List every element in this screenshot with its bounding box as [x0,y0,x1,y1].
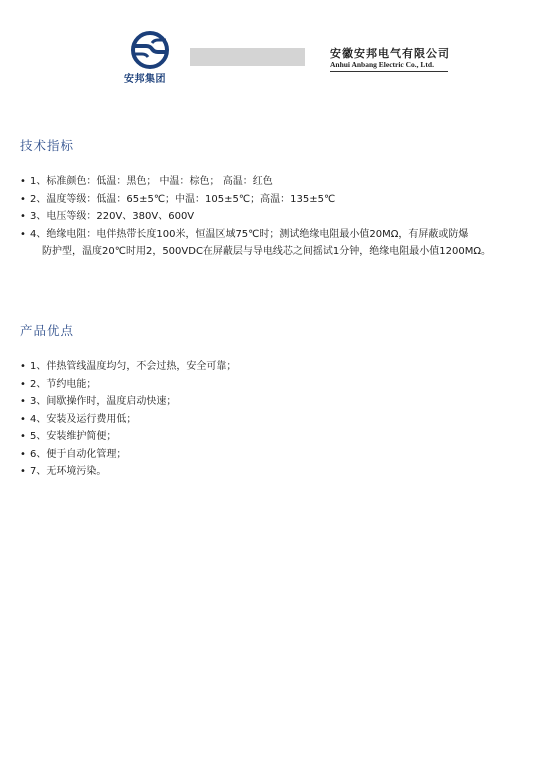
list-item-text: 7、无环境污染。 [30,466,107,477]
list-item-text: 4、绝缘电阻：电伴热带长度100米，恒温区域75℃时；测试绝缘电阻最小值20MΩ，有屏蔽或防爆 [30,228,469,240]
bullet: • [20,466,26,477]
list-item [20,411,525,429]
header-gray-bar [190,48,305,66]
logo-text: 安邦集团 [124,74,166,85]
company-name-underline [330,71,448,72]
list-item [20,226,525,261]
list-item [20,173,525,191]
list-item [20,463,525,481]
list-item [20,376,525,394]
list-item [20,208,525,226]
bullet: • [20,448,26,460]
list-item-text: 5、安装维护简便； [30,431,117,442]
bullet: • [20,176,26,187]
list-item-continuation: 防护型，温度20℃时用2，500VDC在屏蔽层与导电线芯之间摇试1分钟，绝缘电阻最小值1200MΩ。 [42,246,492,257]
page-header [0,0,539,95]
list-item-text: 6、便于自动化管理； [30,448,127,460]
bullet: • [20,431,26,442]
company-name-en: Anhui Anbang Electric Co., Ltd. [330,60,434,69]
bullet: • [20,413,26,425]
list-item-text: 3、电压等级：220V、380V、600V [30,211,195,222]
list-item [20,358,525,376]
list-item-text: 1、伴热管线温度均匀，不会过热，安全可靠； [30,361,237,372]
bullet: • [20,396,26,407]
list-item [20,446,525,464]
bullet: • [20,378,26,390]
list-item-text: 2、节约电能； [30,378,97,390]
list-item [20,428,525,446]
list-item [20,191,525,209]
bullet: • [20,193,26,205]
specs-list [20,173,525,261]
bullet: • [20,228,26,240]
list-item-text: 1、标准颜色：低温：黑色； 中温：棕色； 高温：红色 [30,176,273,187]
section-title-advantages: 产品优点 [20,323,75,338]
list-item-text: 4、安装及运行费用低； [30,413,137,425]
section-title-specs: 技术指标 [20,138,75,153]
company-name-cn: 安徽安邦电气有限公司 [330,47,450,60]
list-item-text: 3、间歇操作时，温度启动快速； [30,396,177,407]
advantages-list [20,358,525,481]
bullet: • [20,361,26,372]
bullet: • [20,211,26,222]
list-item-text: 2、温度等级：低温：65±5℃；中温：105±5℃；高温：135±5℃ [30,193,336,205]
list-item [20,393,525,411]
